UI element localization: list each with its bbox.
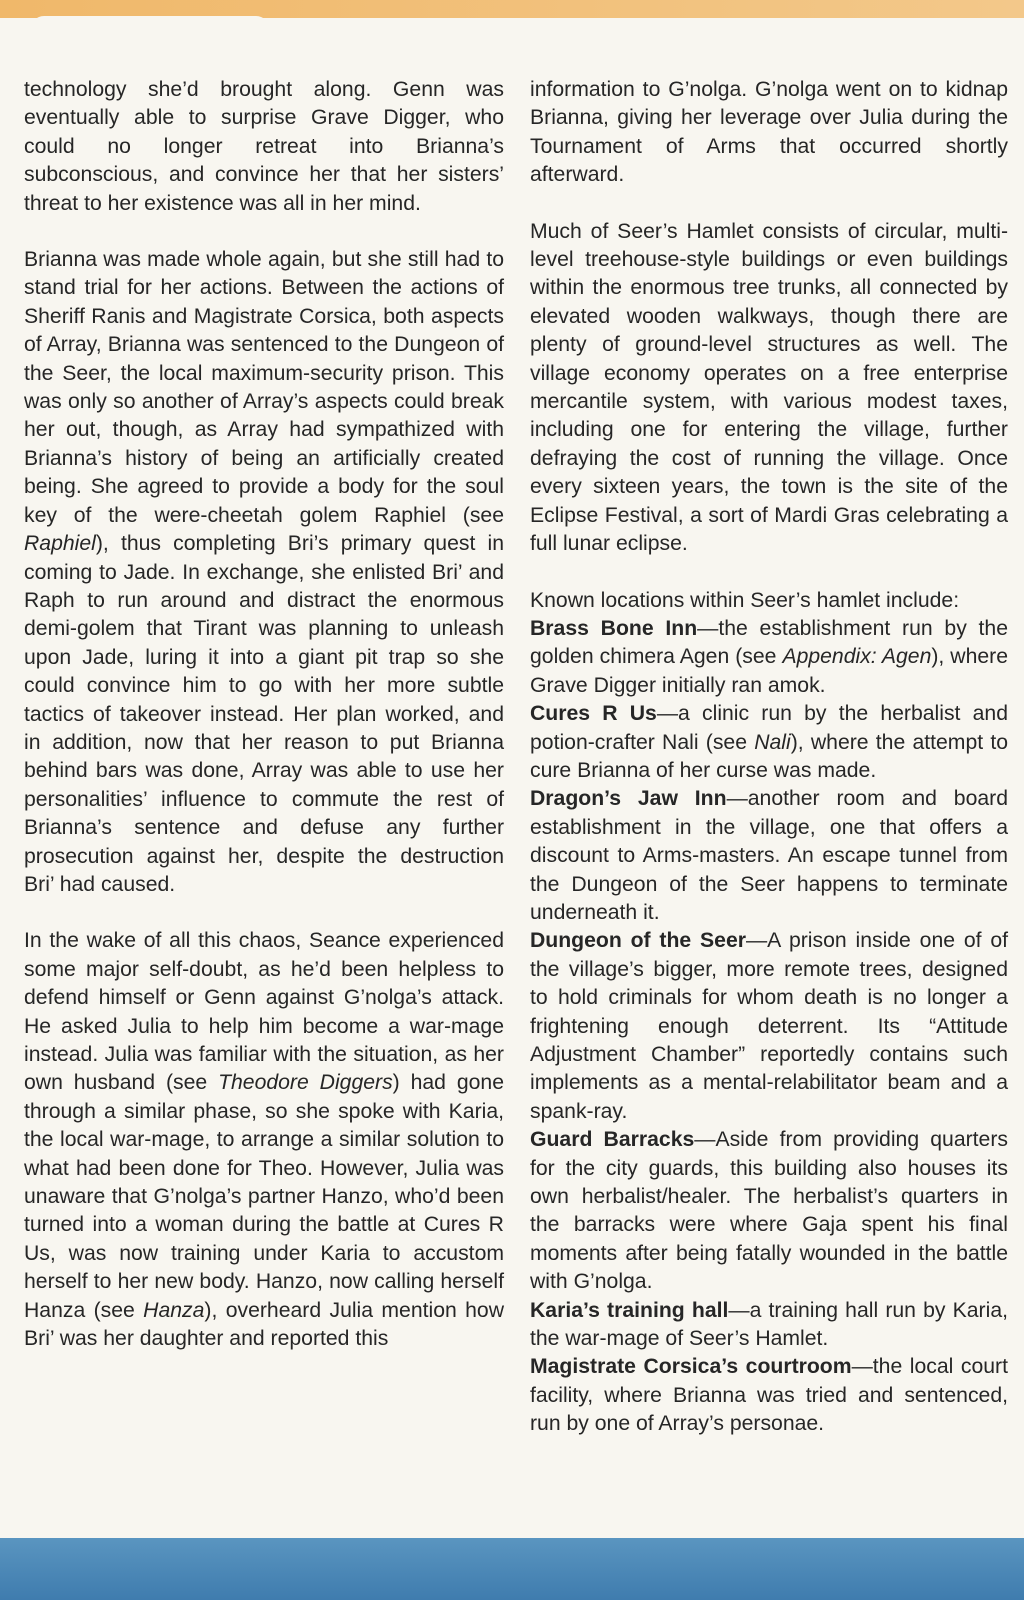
paragraph [24, 76, 504, 218]
text-run: —another room and board establishment in the village, one that offers a discount to Arms-masters. An escape tunnel from the Dungeon of the Seer happens to terminate underneath it. [530, 787, 1008, 924]
text-run: —a clinic run by the herbalist and potion-crafter Nali (see [530, 702, 1008, 754]
text-run: ), where the attempt to cure Brianna of her curse was made. [530, 730, 1009, 782]
text-run: ), where Grave Digger initially ran amok. [530, 645, 1008, 697]
text-run: In the wake of all this chaos, Seance experienced some major self-doubt, as he’d been helpless to defend himself or Genn against G’nolga’s attack. He asked Julia to help him become a war-mage instead. Julia was familiar with the situation, as her own husband (see [24, 929, 504, 1095]
text-run: ) had gone through a similar phase, so she spoke with Karia, the local war-mage, to arrange a similar solution to what had been done for Theo. However, Julia was unaware that G’nolga’s partner Hanzo, who’d been turned into a woman during the battle at Cures R Us, was now training under Karia to accustom herself to her new body. Hanzo, now calling herself Hanza (see [24, 1071, 504, 1322]
location-entry [530, 587, 1008, 615]
paragraph [24, 246, 504, 899]
location-entry [530, 1297, 1008, 1354]
location-entry [530, 785, 1008, 927]
text-run: —Aside from providing quarters for the city guards, this building also houses its own herbalist/healer. The herbalist’s quarters in the barracks were where Gaja spent his final moments after being fatally wounded in the battle with G’nolga. [530, 1128, 1008, 1294]
location-entry [530, 1126, 1008, 1296]
location-name: Brass Bone Inn [530, 616, 698, 640]
text-run: —the local court facility, where Brianna was tried and sentenced, run by one of Array’s personae. [530, 1355, 1008, 1436]
left-text-column [24, 76, 504, 1381]
text-run: —a training hall run by Karia, the war-mage of Seer’s Hamlet. [530, 1298, 1008, 1351]
paragraph [24, 927, 504, 1353]
text-run: Known locations within Seer’s hamlet include: [530, 588, 960, 612]
location-name: Dungeon of the Seer [530, 929, 746, 953]
cross-reference: Theodore Diggers [218, 1071, 393, 1095]
cross-reference: Raphiel [24, 532, 96, 556]
location-entry [530, 700, 1008, 785]
location-entry [530, 927, 1008, 1126]
location-entry [530, 1353, 1008, 1438]
text-run: —the establishment run by the golden chimera Agen (see [530, 616, 1008, 669]
location-name: Guard Barracks [530, 1128, 695, 1152]
text-run: —A prison inside one of of the village’s bigger, more remote trees, designed to hold criminals for whom death is no longer a frightening enough deterrent. Its “Attitude Adjustment Chamber” reportedly contains such implements as a mental-relabilitator beam and a spank-ray. [530, 929, 1008, 1123]
cross-reference: Nali [754, 730, 791, 754]
text-run: ), thus completing Bri’s primary quest in coming to Jade. In exchange, she enlisted Bri’ and Raph to run around and distract the enormous demi-golem that Tirant was planning to unleash upon Jade, luring it into a giant pit trap so she could convince him to go with her more subtle tactics of takeover instead. Her plan worked, and in addition, now that her reason to put Brianna behind bars was done, Array was able to use her personalities’ influence to commute the rest of Brianna’s sentence and defuse any further prosecution against her, despite the destruction Bri’ had caused. [24, 532, 504, 896]
location-name: Magistrate Corsica’s courtroom [530, 1355, 852, 1379]
text-run: Brianna was made whole again, but she still had to stand trial for her actions. Between the actions of Sheriff Ranis and Magistrate Corsica, both aspects of Array, Brianna was sentenced to the Dungeon of the Seer, the local maximum-security prison. This was only so another of Array’s aspects could break her out, though, as Array had sympathized with Brianna’s history of being an artificially created being. She agreed to provide a body for the soul key of the were-cheetah golem Raphiel (see [24, 248, 504, 527]
cross-reference: Hanza [143, 1298, 205, 1322]
paragraph [530, 76, 1008, 190]
text-run: Much of Seer’s Hamlet consists of circular, multi-level treehouse-style buildings or even buildings within the enormous tree trunks, all connected by elevated wooden walkways, though there are plenty of ground-level structures as well. The village economy operates on a free enterprise mercantile system, with various modest taxes, including one for entering the village, further defraying the cost of running the village. Once every sixteen years, the town is the site of the Eclipse Festival, a sort of Mardi Gras celebrating a full lunar eclipse. [530, 219, 1008, 556]
cross-reference: Appendix: Agen [782, 645, 932, 669]
page-tab [30, 16, 270, 60]
right-text-column [530, 76, 1008, 1439]
location-name: Cures R Us [530, 702, 657, 726]
location-entry [530, 615, 1008, 700]
location-name: Karia’s training hall [530, 1298, 729, 1322]
text-run: information to G’nolga. G’nolga went on to kidnap Brianna, giving her leverage over Julia during the Tournament of Arms that occurred shortly afterward. [530, 78, 1008, 187]
text-run: technology she’d brought along. Genn was eventually able to surprise Grave Digger, who could no longer retreat into Brianna’s subconscious, and convince her that her sisters’ threat to her existence was all in her mind. [24, 78, 504, 215]
text-run: ), overheard Julia mention how Bri’ was her daughter and reported this [24, 1298, 504, 1351]
paragraph [530, 218, 1008, 559]
bottom-color-band [0, 1538, 1024, 1600]
location-name: Dragon’s Jaw Inn [530, 787, 727, 811]
